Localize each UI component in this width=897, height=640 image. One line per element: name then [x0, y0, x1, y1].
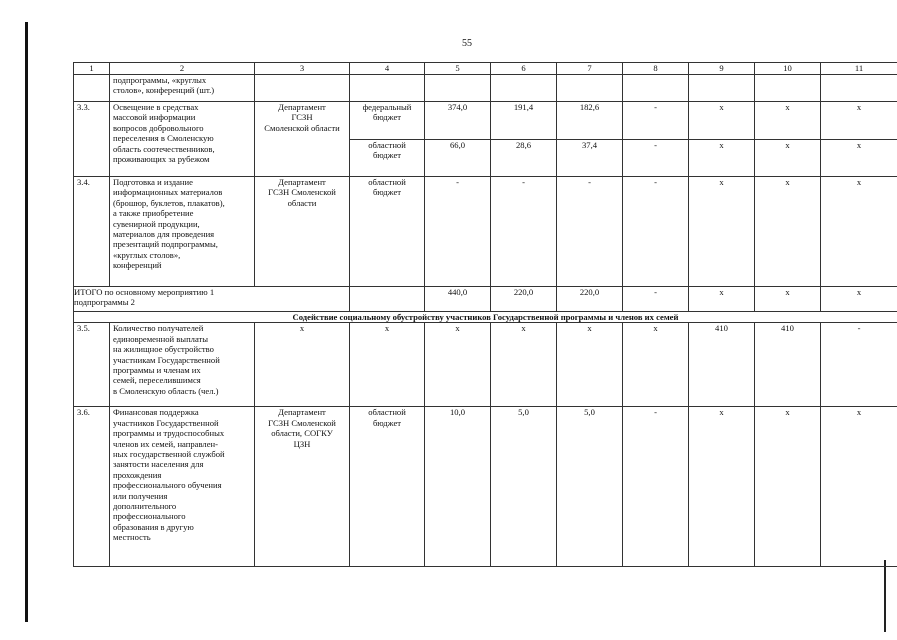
value-cell: x [689, 287, 755, 312]
value-cell: - [821, 323, 897, 407]
column-number: 10 [755, 63, 821, 75]
value-cell: x [255, 323, 350, 407]
value-cell: 220,0 [491, 287, 557, 312]
column-number: 2 [110, 63, 255, 75]
column-number: 11 [821, 63, 897, 75]
table-row [74, 177, 897, 287]
activity-name: Финансовая поддержка участников Государственной программы и трудоспособных членов их семей, направлен- ных государственной службой занятости населения для прохождения профессионального обучения или получения дополнительного профессионального образования в другую местность [110, 407, 255, 567]
column-number: 6 [491, 63, 557, 75]
table-row [74, 323, 897, 407]
value-cell: - [623, 287, 689, 312]
value-cell: x [755, 140, 821, 177]
value-cell: - [491, 177, 557, 287]
value-cell: 10,0 [425, 407, 491, 567]
column-number: 4 [350, 63, 425, 75]
section-row [74, 312, 897, 323]
value-cell: x [821, 102, 897, 140]
row-number: 3.5. [74, 323, 110, 407]
value-cell: - [425, 177, 491, 287]
value-cell: x [491, 323, 557, 407]
activity-name: Количество получателей единовременной выплаты на жилищное обустройство участникам Государственной программы и членам их семей, переселившимся в Смоленскую область (чел.) [110, 323, 255, 407]
value-cell: x [755, 407, 821, 567]
column-number: 9 [689, 63, 755, 75]
total-row [74, 287, 897, 312]
row-number: 3.3. [74, 102, 110, 177]
column-number: 3 [255, 63, 350, 75]
value-cell: 410 [755, 323, 821, 407]
value-cell: 28,6 [491, 140, 557, 177]
value-cell: 5,0 [557, 407, 623, 567]
section-title: Содействие социальному обустройству участников Государственной программы и членов их семей [74, 312, 897, 323]
funding-source: областной бюджет [350, 177, 425, 287]
value-cell: x [350, 323, 425, 407]
value-cell: x [689, 177, 755, 287]
value-cell: 220,0 [557, 287, 623, 312]
column-number: 1 [74, 63, 110, 75]
value-cell: x [821, 407, 897, 567]
value-cell: - [623, 140, 689, 177]
value-cell: - [557, 177, 623, 287]
value-cell: x [821, 140, 897, 177]
budget-table [73, 62, 897, 567]
scan-edge-right [884, 560, 886, 632]
executor: Департамент ГСЗН Смоленской области [255, 177, 350, 287]
table-row [74, 102, 897, 140]
value-cell: x [689, 102, 755, 140]
value-cell: x [689, 140, 755, 177]
value-cell: x [821, 177, 897, 287]
value-cell: x [425, 323, 491, 407]
column-number: 7 [557, 63, 623, 75]
activity-name: подпрограммы, «круглых столов», конференций (шт.) [110, 75, 255, 102]
value-cell: x [623, 323, 689, 407]
table-row [74, 75, 897, 102]
page-number: 55 [462, 38, 472, 49]
funding-source: областной бюджет [350, 140, 425, 177]
value-cell: - [623, 407, 689, 567]
value-cell: x [755, 102, 821, 140]
value-cell: 66,0 [425, 140, 491, 177]
value-cell: 440,0 [425, 287, 491, 312]
funding-source: областной бюджет [350, 407, 425, 567]
value-cell: 5,0 [491, 407, 557, 567]
total-label: ИТОГО по основному мероприятию 1 подпрограммы 2 [74, 287, 350, 312]
column-number: 8 [623, 63, 689, 75]
value-cell: x [821, 287, 897, 312]
scan-edge-left [25, 22, 28, 622]
value-cell: - [623, 102, 689, 140]
value-cell: 37,4 [557, 140, 623, 177]
value-cell: x [755, 287, 821, 312]
value-cell: 410 [689, 323, 755, 407]
column-number-row [74, 63, 897, 75]
value-cell: 191,4 [491, 102, 557, 140]
funding-source: федеральный бюджет [350, 102, 425, 140]
activity-name: Освещение в средствах массовой информации вопросов добровольного переселения в Смоленскую область соотечественников, проживающих за рубежом [110, 102, 255, 177]
value-cell: x [755, 177, 821, 287]
value-cell: 182,6 [557, 102, 623, 140]
value-cell: x [557, 323, 623, 407]
executor: Департамент ГСЗН Смоленской области [255, 102, 350, 177]
value-cell: 374,0 [425, 102, 491, 140]
column-number: 5 [425, 63, 491, 75]
activity-name: Подготовка и издание информационных материалов (брошюр, буклетов, плакатов), а также приобретение сувенирной продукции, материалов для проведения презентаций подпрограммы, «круглых столов», конференций [110, 177, 255, 287]
row-number: 3.4. [74, 177, 110, 287]
value-cell: x [689, 407, 755, 567]
table-row [74, 407, 897, 567]
row-number: 3.6. [74, 407, 110, 567]
value-cell: - [623, 177, 689, 287]
executor: Департамент ГСЗН Смоленской области, СОГКУ ЦЗН [255, 407, 350, 567]
